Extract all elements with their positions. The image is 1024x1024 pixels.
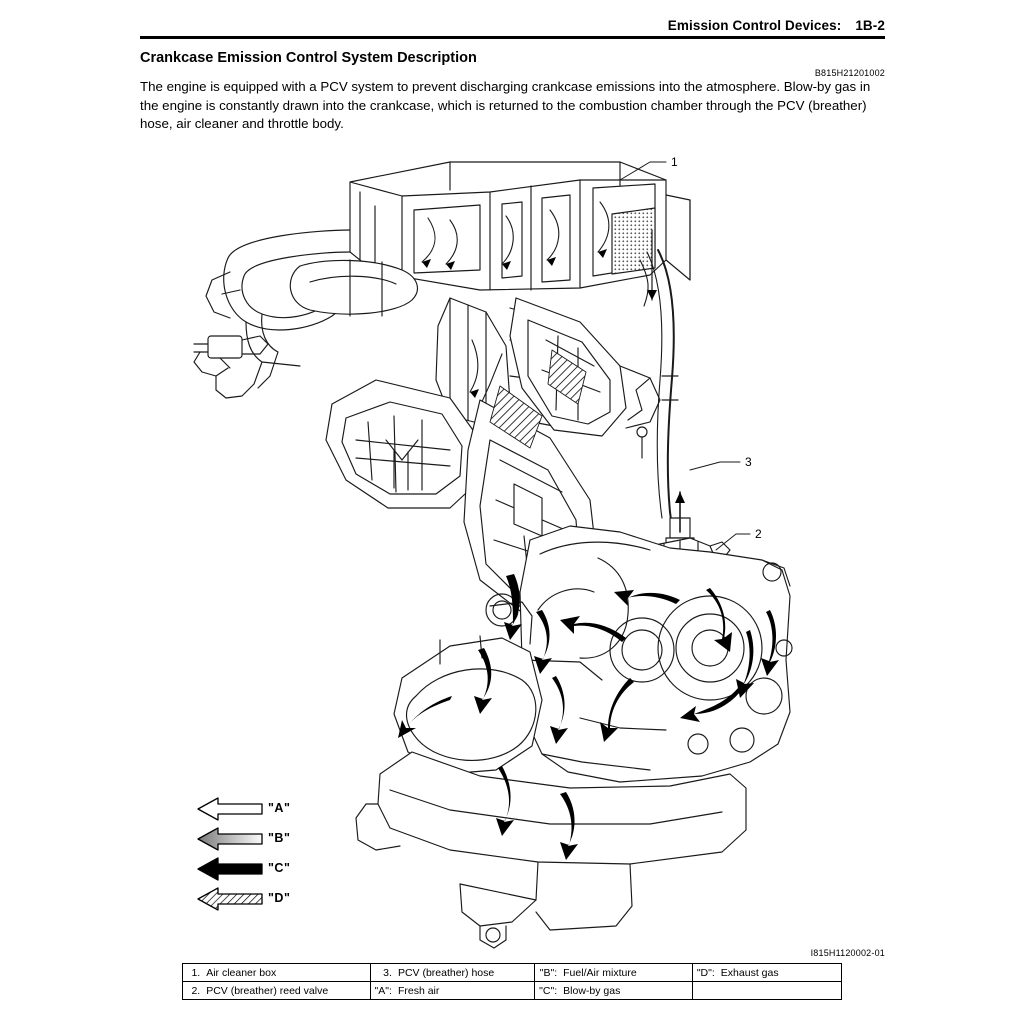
callout-1-label: 1 (671, 155, 678, 169)
legend-table (182, 963, 842, 1000)
arrow-c-icon (196, 855, 264, 883)
arrow-legend-row-b (196, 825, 316, 855)
arrow-legend (196, 795, 316, 935)
arrow-legend-row-c (196, 855, 316, 885)
arrow-d-icon (196, 885, 264, 913)
legend-text: Air cleaner box (202, 964, 370, 982)
header-divider (140, 36, 885, 39)
legend-num: "A": (370, 982, 394, 1000)
table-row (183, 982, 842, 1000)
figure-ref-code: I815H1120002-01 (810, 948, 885, 958)
body-paragraph: The engine is equipped with a PCV system to prevent discharging crankcase emissions into the atmosphere. Blow-by gas in the engine is constantly drawn into the crankcase, which is returned to the combustion chamber through the PCV (breather) hose, air cleaner and throttle body. (140, 79, 871, 131)
legend-text: Fuel/Air mixture (559, 964, 692, 982)
arrow-a-label: "A" (268, 801, 291, 815)
legend-num: 2. (183, 982, 203, 1000)
callout-3-label: 3 (745, 455, 752, 469)
page-header (140, 18, 885, 33)
legend-text: PCV (breather) reed valve (202, 982, 370, 1000)
header-section-title: Emission Control Devices: (667, 18, 842, 33)
arrow-a-icon (196, 795, 264, 823)
arrow-d-label: "D" (268, 891, 291, 905)
legend-num: 3. (370, 964, 394, 982)
legend-text (717, 982, 842, 1000)
legend-num: "B": (535, 964, 559, 982)
legend-text: Exhaust gas (717, 964, 842, 982)
arrow-b-label: "B" (268, 831, 291, 845)
callout-2-label: 2 (755, 527, 762, 541)
legend-num (692, 982, 716, 1000)
table-row (183, 964, 842, 982)
legend-text: Blow-by gas (559, 982, 692, 1000)
document-ref-code: B815H21201002 (814, 68, 885, 78)
legend-num: "D": (692, 964, 716, 982)
legend-num: 1. (183, 964, 203, 982)
arrow-legend-row-d (196, 885, 316, 915)
legend-text: PCV (breather) hose (394, 964, 535, 982)
arrow-legend-row-a (196, 795, 316, 825)
arrow-c-label: "C" (268, 861, 291, 875)
legend-text: Fresh air (394, 982, 535, 1000)
legend-num: "C": (535, 982, 559, 1000)
arrow-b-icon (196, 825, 264, 853)
header-section-number: 1B-2 (855, 18, 885, 33)
page-title: Crankcase Emission Control System Description (140, 50, 477, 66)
